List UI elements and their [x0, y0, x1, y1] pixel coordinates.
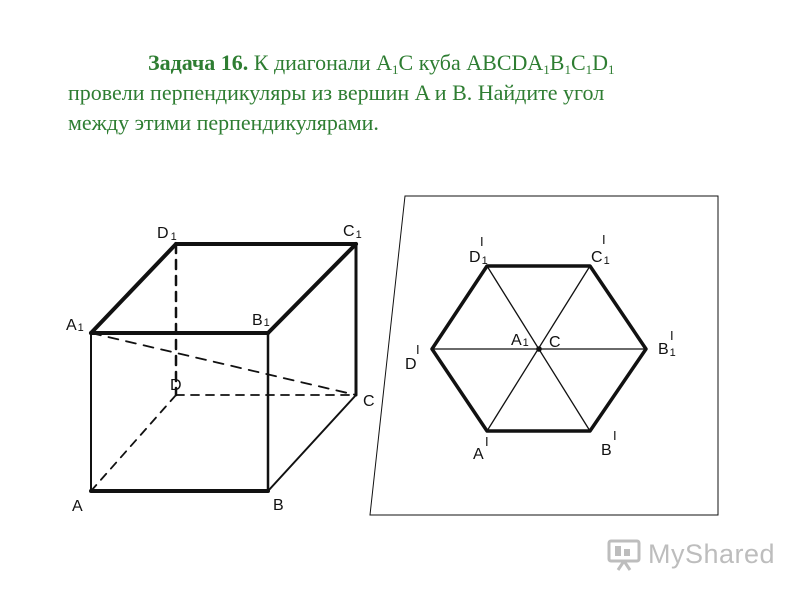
- projection-center-point: [536, 346, 542, 352]
- label-A: A: [72, 498, 83, 515]
- prime-mark: I: [416, 342, 420, 357]
- subscript: 1: [585, 62, 593, 77]
- problem-text-a: К диагонали A: [248, 50, 393, 75]
- label-C1-prime: C1: [591, 249, 610, 267]
- label-center-C: C: [549, 334, 561, 351]
- label-C: C: [363, 393, 375, 410]
- label-A1: A1: [66, 317, 84, 334]
- label-D-prime: D: [405, 356, 417, 373]
- prime-mark: I: [613, 428, 617, 443]
- cube-drawing: [91, 244, 356, 491]
- edge-A1-D1: [91, 244, 176, 333]
- label-B1: B1: [252, 312, 270, 329]
- label-C1: C1: [343, 223, 362, 241]
- edge-A-D: [91, 395, 176, 491]
- problem-text-b: C куба ABCDA: [398, 50, 544, 75]
- label-D: D: [170, 377, 182, 394]
- diagonal-A1-C: [91, 333, 356, 395]
- label-D1-prime: D1: [469, 249, 488, 267]
- label-A-prime: A: [473, 446, 484, 463]
- label-B-prime: B: [601, 442, 612, 459]
- edge-B-C: [268, 395, 356, 491]
- prime-mark: I: [670, 328, 674, 343]
- label-center-A1: A1: [511, 332, 529, 349]
- problem-text-e: D: [592, 50, 609, 75]
- presentation-board-icon: [606, 537, 642, 571]
- problem-line-2: провели перпендикуляры из вершин A и B. Найдите угол: [68, 80, 605, 105]
- watermark-text: MyShared: [648, 538, 776, 569]
- label-B: B: [273, 497, 284, 514]
- label-D1: D 1: [157, 225, 177, 243]
- subscript: 1: [543, 62, 550, 77]
- problem-title: Задача 16.: [148, 50, 249, 75]
- prime-mark: I: [485, 434, 489, 449]
- cube-labels: [66, 223, 375, 515]
- prime-mark: I: [480, 234, 484, 249]
- problem-text-d: C: [570, 50, 586, 75]
- subscript: 1: [564, 62, 571, 77]
- edge-C1-B1: [268, 244, 356, 333]
- problem-line-3: между этими перпендикулярами.: [68, 110, 379, 135]
- prime-mark: I: [602, 232, 606, 247]
- subscript: 1: [392, 62, 399, 77]
- watermark: [606, 534, 776, 574]
- label-B1-prime: B1: [658, 341, 676, 359]
- problem-text-c: B: [549, 50, 565, 75]
- subscript: 1: [608, 62, 615, 77]
